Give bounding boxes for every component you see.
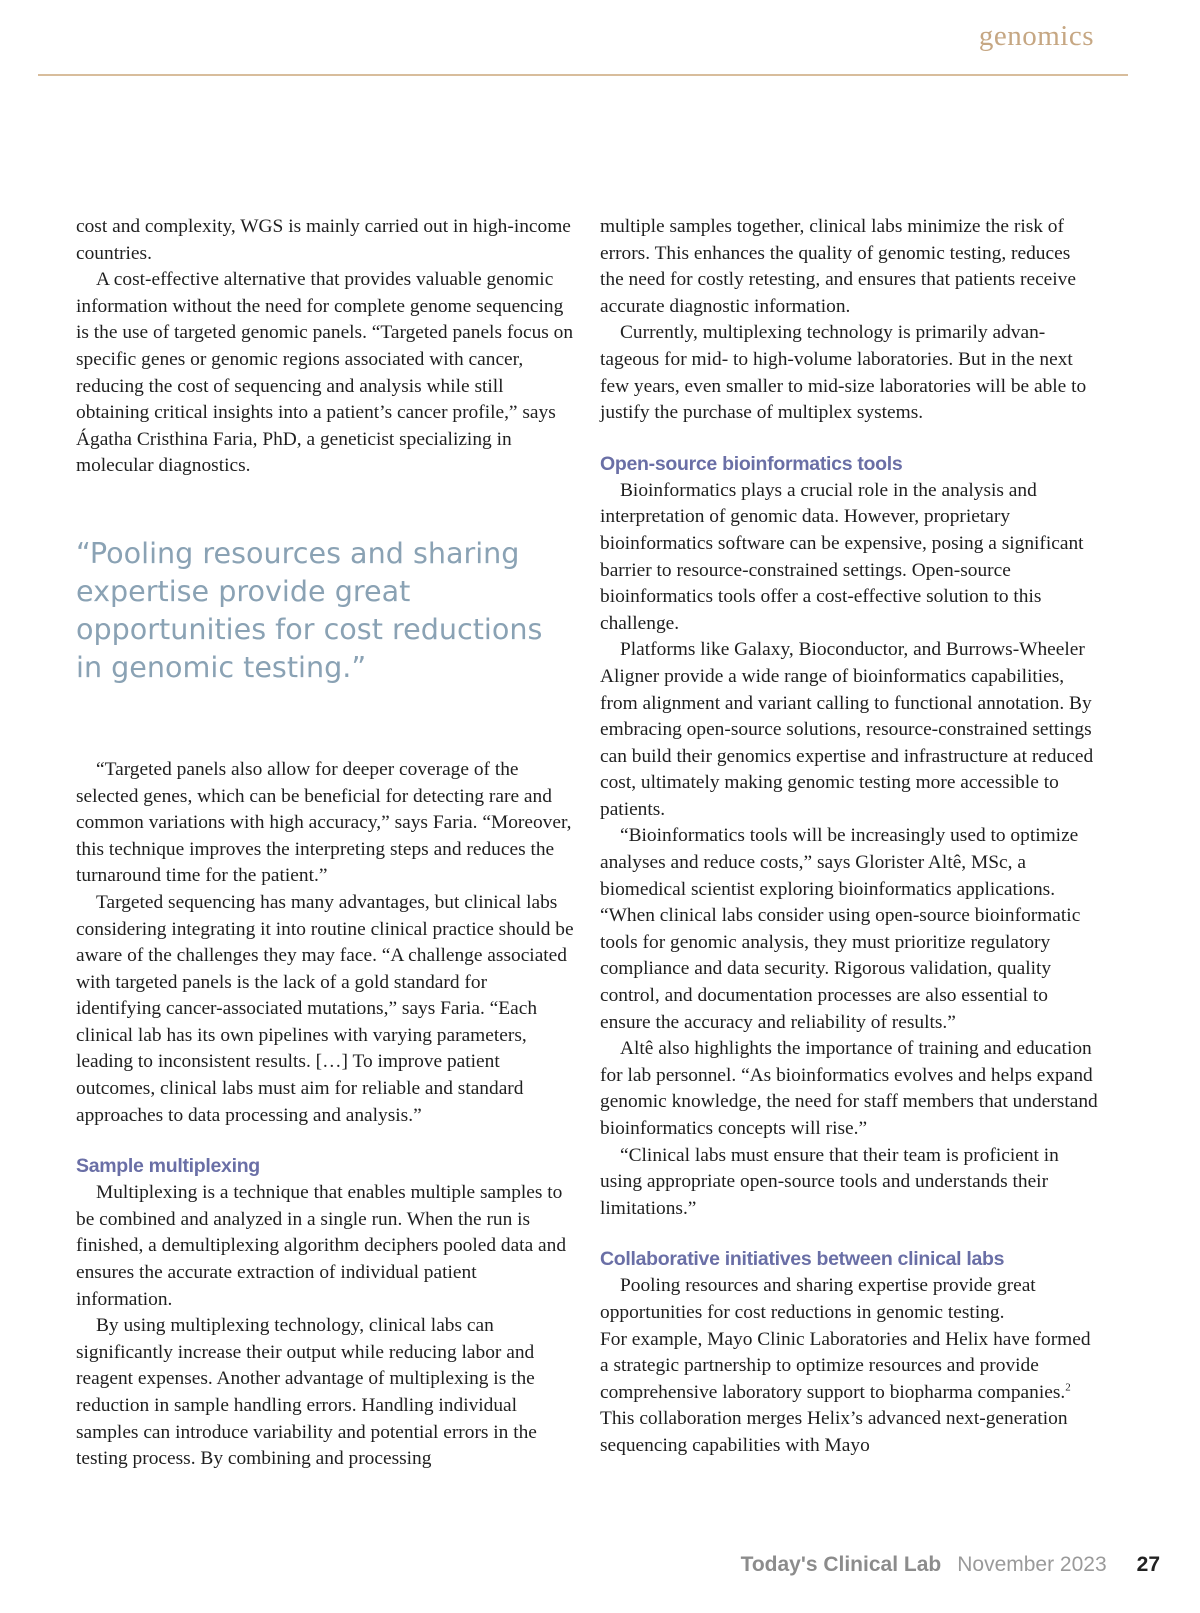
left-paragraph-1: cost and complexity, WGS is mainly carried out in high-income countries. bbox=[76, 216, 571, 264]
right-paragraph-5: “Bioinformatics tools will be increasingly used to optimize analyses and reduce costs,” says Glorister Altê, MSc, a biomedical scientist exploring bioinformatics applications. “When clinical labs consider using open-source bioinformatic tools for genomic analysis, they must prioritize regulatory compliance and data security. Rigorous validation, quality control, and documentation processes are also essential to ensure the accuracy and reliability of results.” bbox=[600, 825, 1081, 1033]
left-paragraph-3: “Targeted panels also allow for deeper coverage of the selected genes, which can be beneficial for detecting rare and common variations with high accuracy,” says Faria. “Moreover, this technique improves the interpreting steps and reduces the turnaround time for the patient.” bbox=[76, 758, 572, 887]
page-footer bbox=[741, 1553, 1160, 1577]
subheading-open-source-bioinformatics: Open-source bioinformatics tools bbox=[600, 452, 903, 475]
header-divider bbox=[38, 74, 1128, 76]
paragraph-text-continued: This collaboration merges Helix’s advanced next-generation sequencing capabilities with Mayo bbox=[600, 1408, 1068, 1456]
reference-superscript: 2 bbox=[1065, 1381, 1071, 1394]
right-paragraph-8a: Pooling resources and sharing expertise provide great opportunities for cost reductions in genomic testing. bbox=[600, 1275, 1036, 1323]
left-paragraph-5: Multiplexing is a technique that enables multiple samples to be combined and analyzed in a single run. When the run is finished, a demultiplexing algorithm deciphers pooled data and ensures the accurate extraction of individual patient information. bbox=[76, 1182, 567, 1310]
publication-name: Today's Clinical Lab bbox=[740, 1553, 942, 1576]
right-paragraph-3: Bioinformatics plays a crucial role in the analysis and interpretation of genomic data. However, proprietary bioinformatics software can be expensive, posing a significant barrier to resource-constrained settings. Open-source bioinformatics tools offer a cost-effective solution to this challenge. bbox=[600, 479, 1084, 634]
right-paragraph-8b bbox=[600, 1327, 1098, 1460]
right-paragraph-6: Altê also highlights the importance of training and education for lab personnel. “As bioinformatics evolves and helps expand genomic knowledge, the need for staff members that understand bioinformatics concepts will rise.” bbox=[600, 1038, 1098, 1139]
pull-quote: “Pooling resources and sharing expertise provide great opportunities for cost reductions in genomic testing.” bbox=[76, 535, 543, 684]
right-paragraph-7: “Clinical labs must ensure that their team is proficient in using appropriate open-source tools and understands their limitations.” bbox=[600, 1144, 1059, 1219]
paragraph-text: For example, Mayo Clinic Laboratories and Helix have formed a strategic partnership to optimize resources and provide comprehensive laboratory support to biopharma companies. bbox=[600, 1328, 1091, 1403]
subheading-sample-multiplexing: Sample multiplexing bbox=[76, 1155, 260, 1178]
left-column bbox=[76, 214, 574, 1473]
right-paragraph-2: Currently, multiplexing technology is primarily advantageous for mid- to high-volume laboratories. But in the next few years, even smaller to mid-size laboratories will be able to justify the purchase of multiplex systems. bbox=[600, 322, 1087, 424]
left-paragraph-2: A cost-effective alternative that provides valuable genomic information without the need for complete genome sequencing is the use of targeted genomic panels. “Targeted panels focus on specific genes or genomic regions associated with cancer, reducing the cost of sequencing and analysis while still obtaining critical insights into a patient’s cancer profile,” says Ágatha Cristhina Faria, PhD, a geneticist specializing in molecular diagnostics. bbox=[76, 269, 574, 477]
left-paragraph-6: By using multiplexing technology, clinical labs can significantly increase their output while reducing labor and reagent expenses. Another advantage of multiplexing is the reduction in sample handling errors. Handling individual samples can introduce variability and potential errors in the testing process. By combining and processing bbox=[76, 1315, 537, 1470]
subheading-collaborative-initiatives: Collaborative initiatives between clinical labs bbox=[600, 1248, 1005, 1271]
left-paragraph-4: Targeted sequencing has many advantages, but clinical labs considering integrating it into routine clinical practice should be aware of the challenges they may face. “A challenge associated with targeted panels is the lack of a gold standard for identifying cancer-associated mutations,” says Faria. “Each clinical lab has its own pipelines with varying parameters, leading to inconsistent results. […] To improve patient outcomes, clinical labs must aim for reliable and standard approaches to data processing and analysis.” bbox=[76, 891, 574, 1126]
right-column bbox=[600, 214, 1098, 1460]
right-paragraph-1: multiple samples together, clinical labs minimize the risk of errors. This enhances the quality of genomic testing, reduces the need for costly retesting, and ensures that patients receive accurate diagnostic information. bbox=[600, 216, 1076, 317]
page-number: 27 bbox=[1136, 1553, 1160, 1576]
section-label: genomics bbox=[978, 20, 1094, 52]
right-paragraph-4: Platforms like Galaxy, Bioconductor, and Burrows-Wheeler Aligner provide a wide range of bioinformatics capabilities, from alignment and variant calling to functional annotation. By embracing open-source solutions, resource-constrained settings can build their genomics expertise and infrastructure at reduced cost, ultimately making genomic testing more accessible to patients. bbox=[600, 639, 1094, 820]
issue-date: November 2023 bbox=[957, 1553, 1107, 1576]
